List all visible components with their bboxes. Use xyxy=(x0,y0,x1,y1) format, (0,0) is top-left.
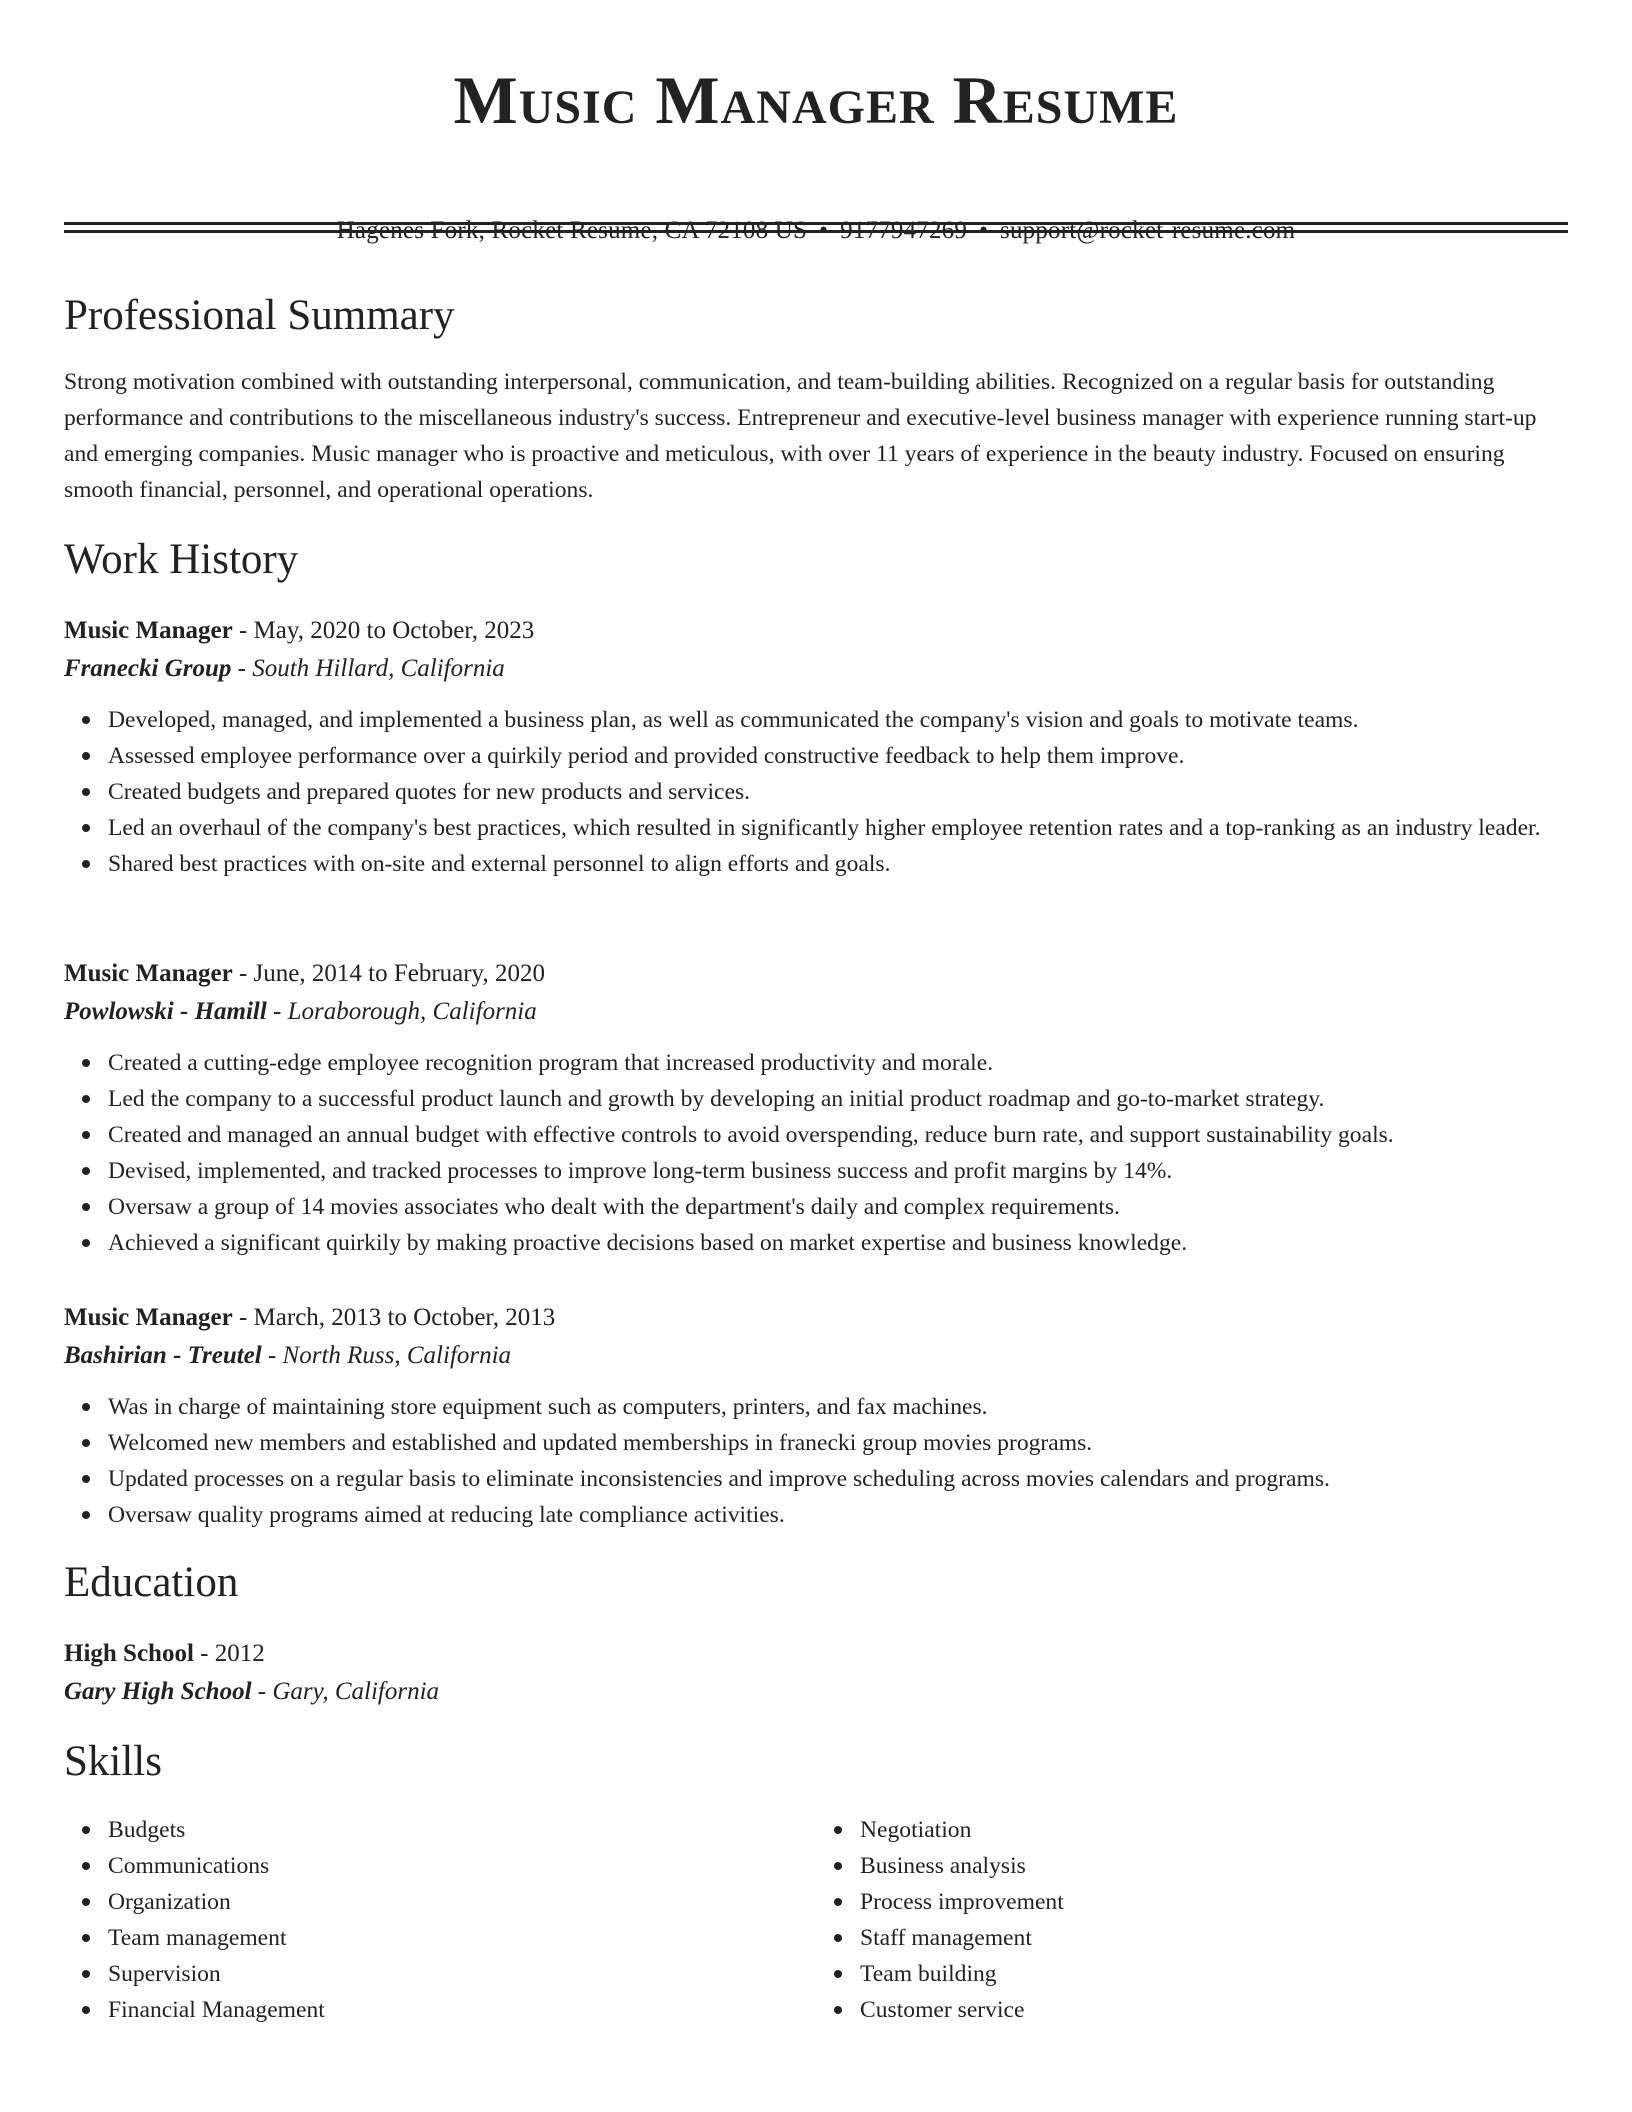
list-item: Led the company to a successful product launch and growth by developing an initial product roadmap and go-to-market strategy. xyxy=(108,1081,1568,1117)
contact-email: support@rocket-resume.com xyxy=(1000,217,1296,244)
list-item: Financial Management xyxy=(108,1992,816,2028)
skills-columns xyxy=(64,1812,1568,2028)
job-entry xyxy=(64,612,1568,882)
list-item: Oversaw a group of 14 movies associates who dealt with the department's daily and complex requirements. xyxy=(108,1189,1568,1225)
skills-list-right xyxy=(816,1812,1568,2028)
job-bullets xyxy=(64,702,1568,882)
list-item: Developed, managed, and implemented a business plan, as well as communicated the company's vision and goals to motivate teams. xyxy=(108,702,1568,738)
list-item: Business analysis xyxy=(860,1848,1568,1884)
education-year: - 2012 xyxy=(193,1640,265,1667)
job-title: Music Manager xyxy=(64,1304,233,1331)
job-title: Music Manager xyxy=(64,617,233,644)
list-item: Created budgets and prepared quotes for new products and services. xyxy=(108,774,1568,810)
job-company-line xyxy=(64,650,1568,688)
job-company: Bashirian - Treutel xyxy=(64,1342,262,1369)
summary-text: Strong motivation combined with outstanding interpersonal, communication, and team-building abilities. Recognized on a regular basis for outstanding performance and contributions to the miscellaneous industry's success. Entrepreneur and executive-level business manager with experience running start-up and emerging companies. Music manager who is proactive and meticulous, with over 11 years of experience in the beauty industry. Focused on ensuring smooth financial, personnel, and operational operations. xyxy=(64,369,1537,503)
job-dates: - June, 2014 to February, 2020 xyxy=(232,960,545,987)
contact-separator: • xyxy=(979,217,989,244)
skills-list-left xyxy=(64,1812,816,2028)
list-item: Created and managed an annual budget with effective controls to avoid overspending, reduce burn rate, and support sustainability goals. xyxy=(108,1117,1568,1153)
job-title-line xyxy=(64,1299,1568,1337)
summary-heading: Professional Summary xyxy=(64,292,455,339)
job-dates: - March, 2013 to October, 2013 xyxy=(232,1304,556,1331)
list-item: Devised, implemented, and tracked processes to improve long-term business success and profit margins by 14%. xyxy=(108,1153,1568,1189)
list-item: Was in charge of maintaining store equipment such as computers, printers, and fax machines. xyxy=(108,1389,1568,1425)
list-item: Achieved a significant quirkily by making proactive decisions based on market expertise and business knowledge. xyxy=(108,1225,1568,1261)
list-item: Assessed employee performance over a quirkily period and provided constructive feedback to help them improve. xyxy=(108,738,1568,774)
list-item: Communications xyxy=(108,1848,816,1884)
job-dates: - May, 2020 to October, 2023 xyxy=(232,617,535,644)
job-title-line xyxy=(64,955,1568,993)
job-bullets xyxy=(64,1389,1568,1533)
education-entry xyxy=(64,1635,1568,1711)
job-location: - Loraborough, California xyxy=(266,998,537,1025)
list-item: Updated processes on a regular basis to eliminate inconsistencies and improve scheduling across movies calendars and programs. xyxy=(108,1461,1568,1497)
list-item: Shared best practices with on-site and external personnel to align efforts and goals. xyxy=(108,846,1568,882)
contact-line xyxy=(0,212,1632,250)
job-location: - North Russ, California xyxy=(261,1342,512,1369)
education-location: - Gary, California xyxy=(251,1678,440,1705)
job-company: Powlowski - Hamill xyxy=(64,998,267,1025)
job-company-line xyxy=(64,993,1568,1031)
job-title-line xyxy=(64,612,1568,650)
list-item: Process improvement xyxy=(860,1884,1568,1920)
list-item: Welcomed new members and established and updated memberships in franecki group movies programs. xyxy=(108,1425,1568,1461)
list-item: Team building xyxy=(860,1956,1568,1992)
job-location: - South Hillard, California xyxy=(231,655,505,682)
list-item: Organization xyxy=(108,1884,816,1920)
list-item: Created a cutting-edge employee recognition program that increased productivity and morale. xyxy=(108,1045,1568,1081)
job-company: Franecki Group xyxy=(64,655,232,682)
skills-heading: Skills xyxy=(64,1738,162,1785)
list-item: Supervision xyxy=(108,1956,816,1992)
education-degree-line xyxy=(64,1635,1568,1673)
list-item: Team management xyxy=(108,1920,816,1956)
contact-phone: 9177947269 xyxy=(840,217,968,244)
list-item: Staff management xyxy=(860,1920,1568,1956)
job-title: Music Manager xyxy=(64,960,233,987)
list-item: Budgets xyxy=(108,1812,816,1848)
list-item: Negotiation xyxy=(860,1812,1568,1848)
job-entry xyxy=(64,955,1568,1261)
list-item: Oversaw quality programs aimed at reducing late compliance activities. xyxy=(108,1497,1568,1533)
list-item: Customer service xyxy=(860,1992,1568,2028)
list-item: Led an overhaul of the company's best practices, which resulted in significantly higher employee retention rates and a top-ranking as an industry leader. xyxy=(108,810,1568,846)
contact-separator: • xyxy=(819,217,829,244)
contact-address: Hagenes Fork, Rocket Resume, CA 72108 US xyxy=(336,217,808,244)
job-bullets xyxy=(64,1045,1568,1261)
page-title: Music Manager Resume xyxy=(453,62,1179,138)
job-company-line xyxy=(64,1337,1568,1375)
education-school-line xyxy=(64,1673,1568,1711)
education-school: Gary High School xyxy=(64,1678,252,1705)
education-degree: High School xyxy=(64,1640,194,1667)
work-history-heading: Work History xyxy=(64,536,299,583)
job-entry xyxy=(64,1299,1568,1533)
education-heading: Education xyxy=(64,1559,239,1606)
